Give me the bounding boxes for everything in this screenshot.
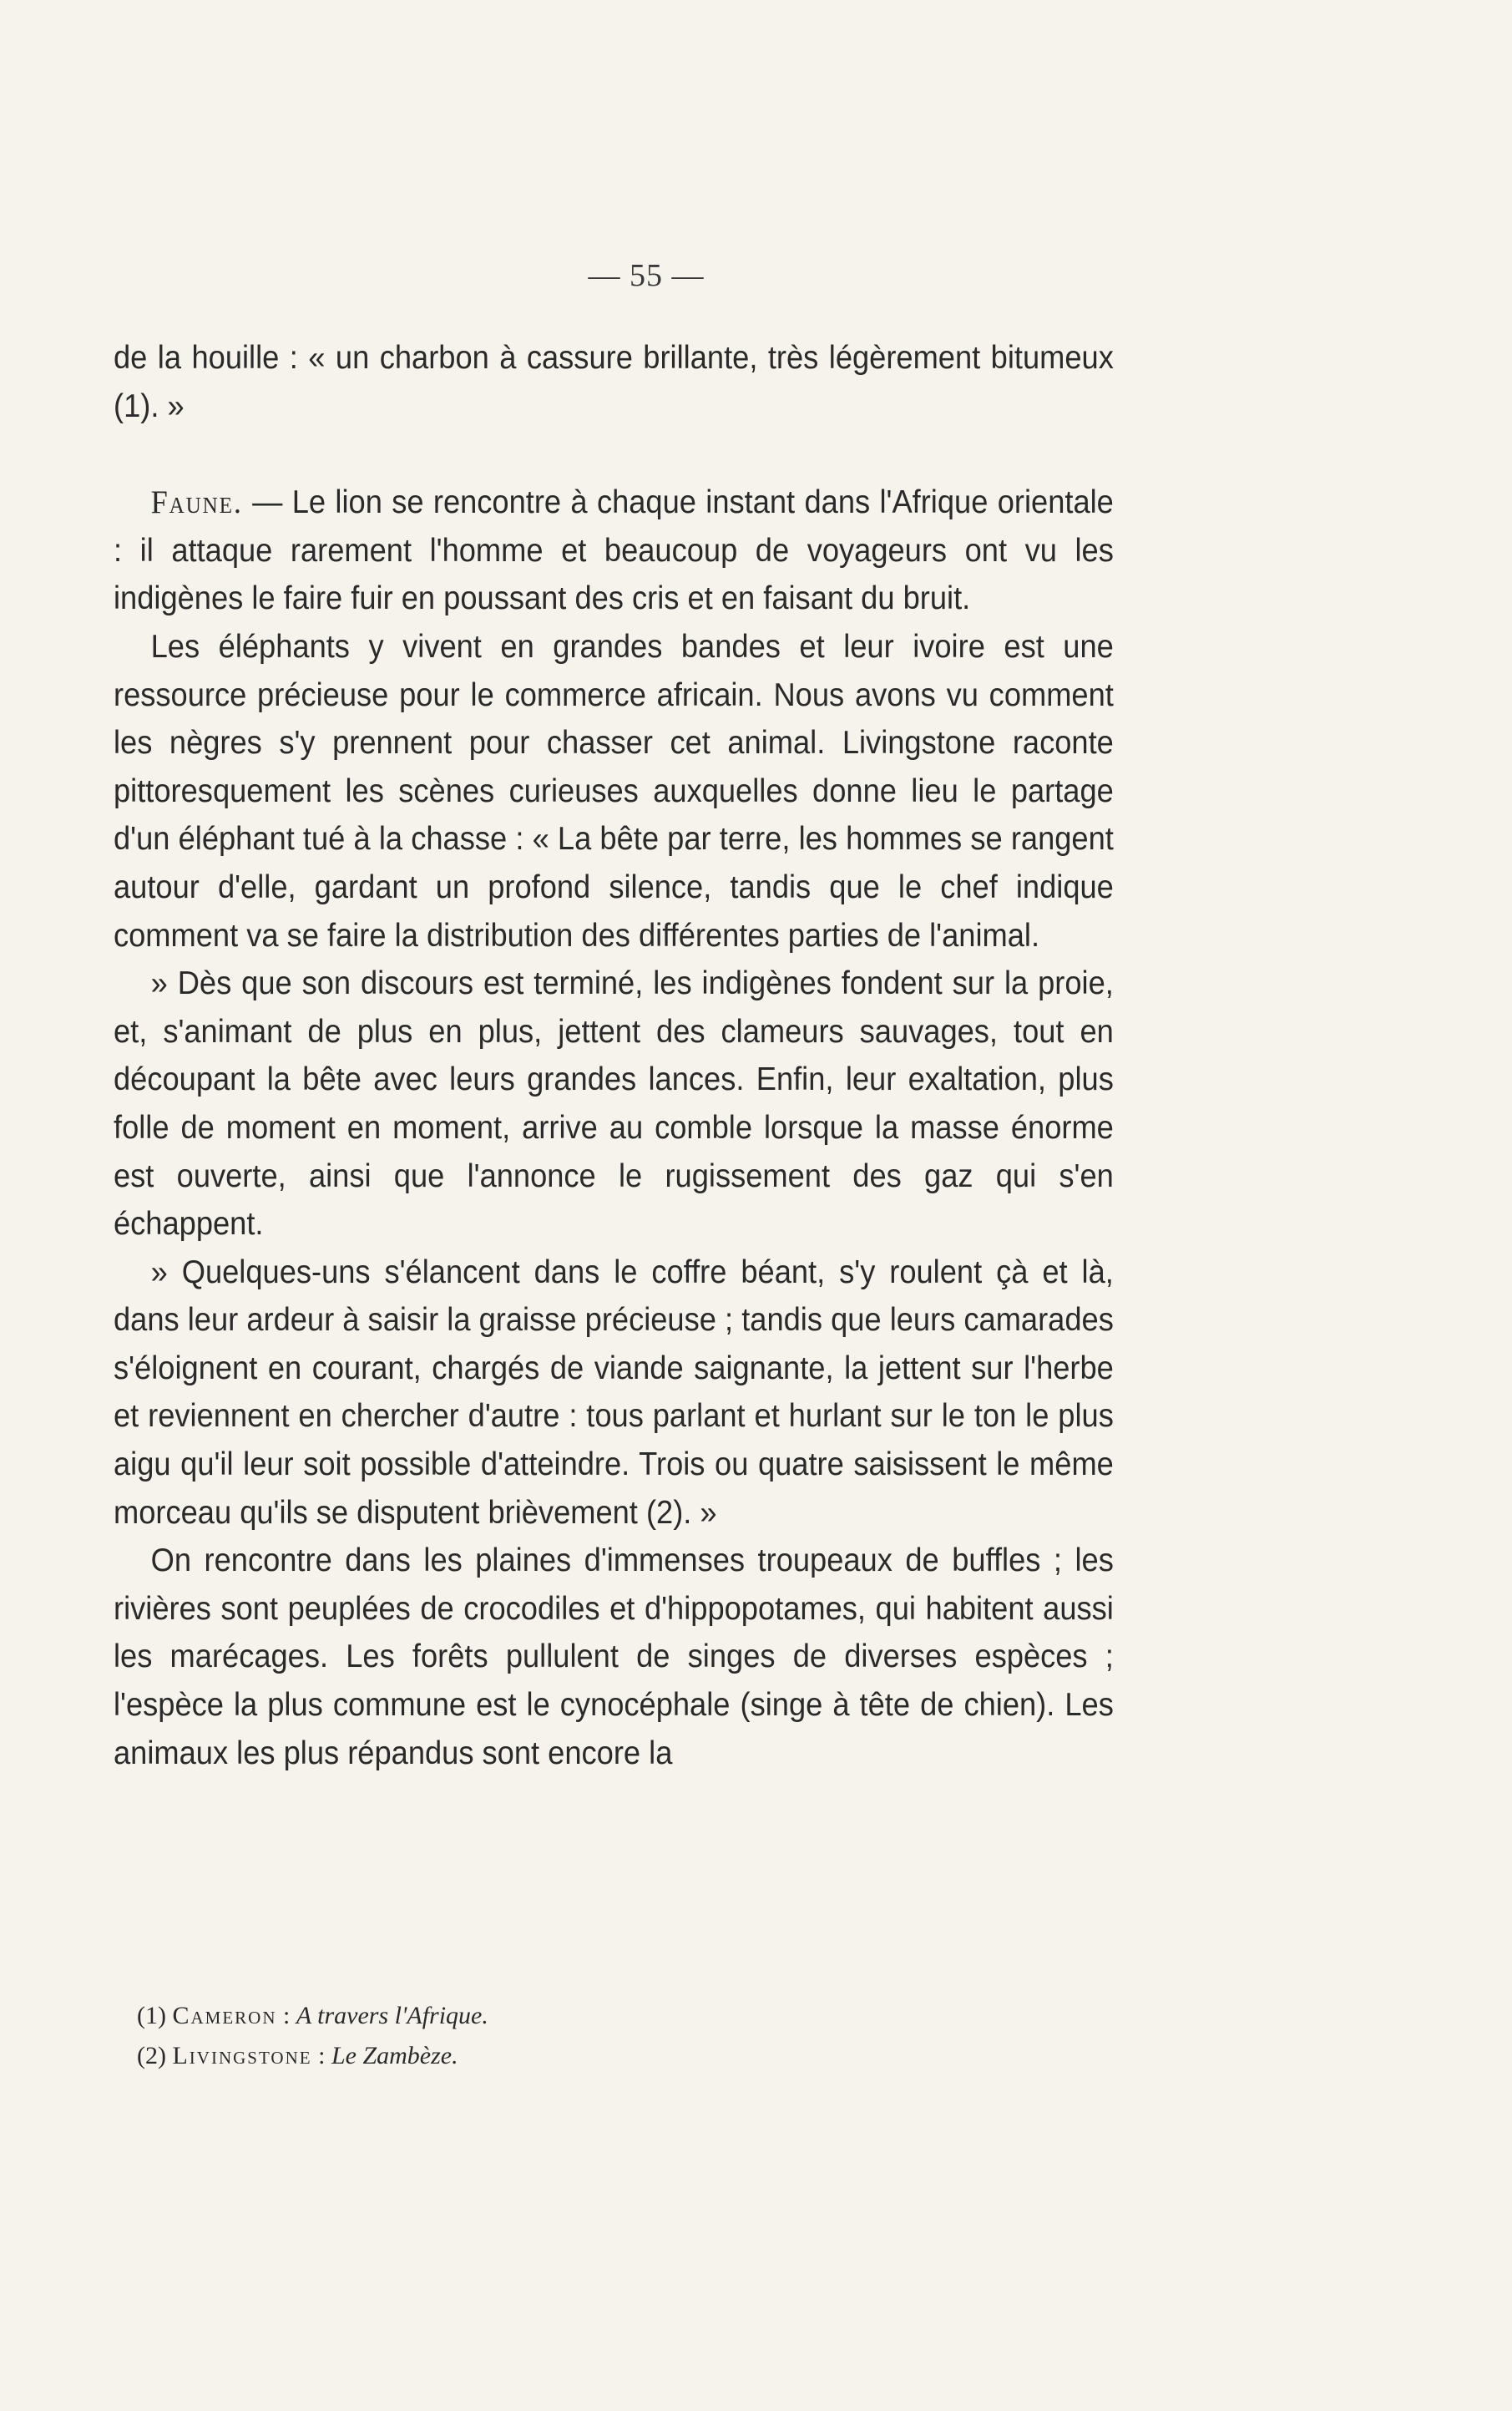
- footnote-separator: :: [311, 2042, 331, 2069]
- paragraph-faune-text: — Le lion se rencontre à chaque instant dans l'Afrique orientale : il attaque rarement l'homme et beaucoup de voyageurs ont vu les indigènes le faire fuir en poussant des cris et en faisant du bruit.: [114, 484, 1114, 617]
- footnote-title: A travers l'Afrique.: [296, 2002, 488, 2029]
- footnote-1: [137, 1996, 1055, 2036]
- footnote-author: Cameron: [172, 2002, 277, 2029]
- body-text: [114, 334, 1114, 1777]
- footnote-2: [137, 2036, 1055, 2076]
- footnote-marker: (2): [137, 2042, 166, 2069]
- footnote-title: Le Zambèze.: [331, 2042, 458, 2069]
- paragraph-elephants: Les éléphants y vivent en grandes bandes et leur ivoire est une ressource précieuse pour le commerce africain. Nous avons vu comment les nègres s'y prennent pour chasser cet animal. Livingstone raconte pittoresquement les scènes curieuses auxquelles donne lieu le partage d'un éléphant tué à la chasse : « La bête par terre, les hommes se rangent autour d'elle, gardant un profond silence, tandis que le chef indique comment va se faire la distribution des différentes parties de l'animal.: [114, 628, 1114, 954]
- paragraph-quelques-uns: » Quelques-uns s'élancent dans le coffre béant, s'y roulent çà et là, dans leur ardeur à saisir la graisse précieuse ; tandis que leurs camarades s'éloignent en courant, chargés de viande saignante, la jettent sur l'herbe et reviennent en chercher d'autre : tous parlant et hurlant sur le ton le plus aigu qu'il leur soit possible d'atteindre. Trois ou quatre saisissent le même morceau qu'ils se disputent brièvement (2). »: [114, 1254, 1114, 1531]
- footnote-separator: :: [276, 2002, 296, 2029]
- footnotes: [137, 1996, 1055, 2076]
- paragraph-houille: de la houille : « un charbon à cassure brillante, très légèrement bitumeux (1). »: [114, 340, 1114, 424]
- paragraph-buffles: On rencontre dans les plaines d'immenses troupeaux de buffles ; les rivières sont peuplées de crocodiles et d'hippopotames, qui habitent aussi les marécages. Les forêts pullulent de singes de diverses espèces ; l'espèce la plus commune est le cynocéphale (singe à tête de chien). Les animaux les plus répandus sont encore la: [114, 1542, 1114, 1771]
- footnote-author: Livingstone: [172, 2042, 312, 2069]
- paragraph-discours: » Dès que son discours est terminé, les indigènes fondent sur la proie, et, s'animant de plus en plus, jettent des clameurs sauvages, tout en découpant la bête avec leurs grandes lances. Enfin, leur exaltation, plus folle de moment en moment, arrive au comble lorsque la masse énorme est ouverte, ainsi que l'annonce le rugissement des gaz qui s'en échappent.: [114, 965, 1114, 1243]
- section-heading-faune: Faune.: [150, 484, 243, 521]
- paragraph-faune: [114, 479, 1114, 623]
- page-number: — 55 —: [588, 258, 705, 293]
- footnote-marker: (1): [137, 2002, 166, 2029]
